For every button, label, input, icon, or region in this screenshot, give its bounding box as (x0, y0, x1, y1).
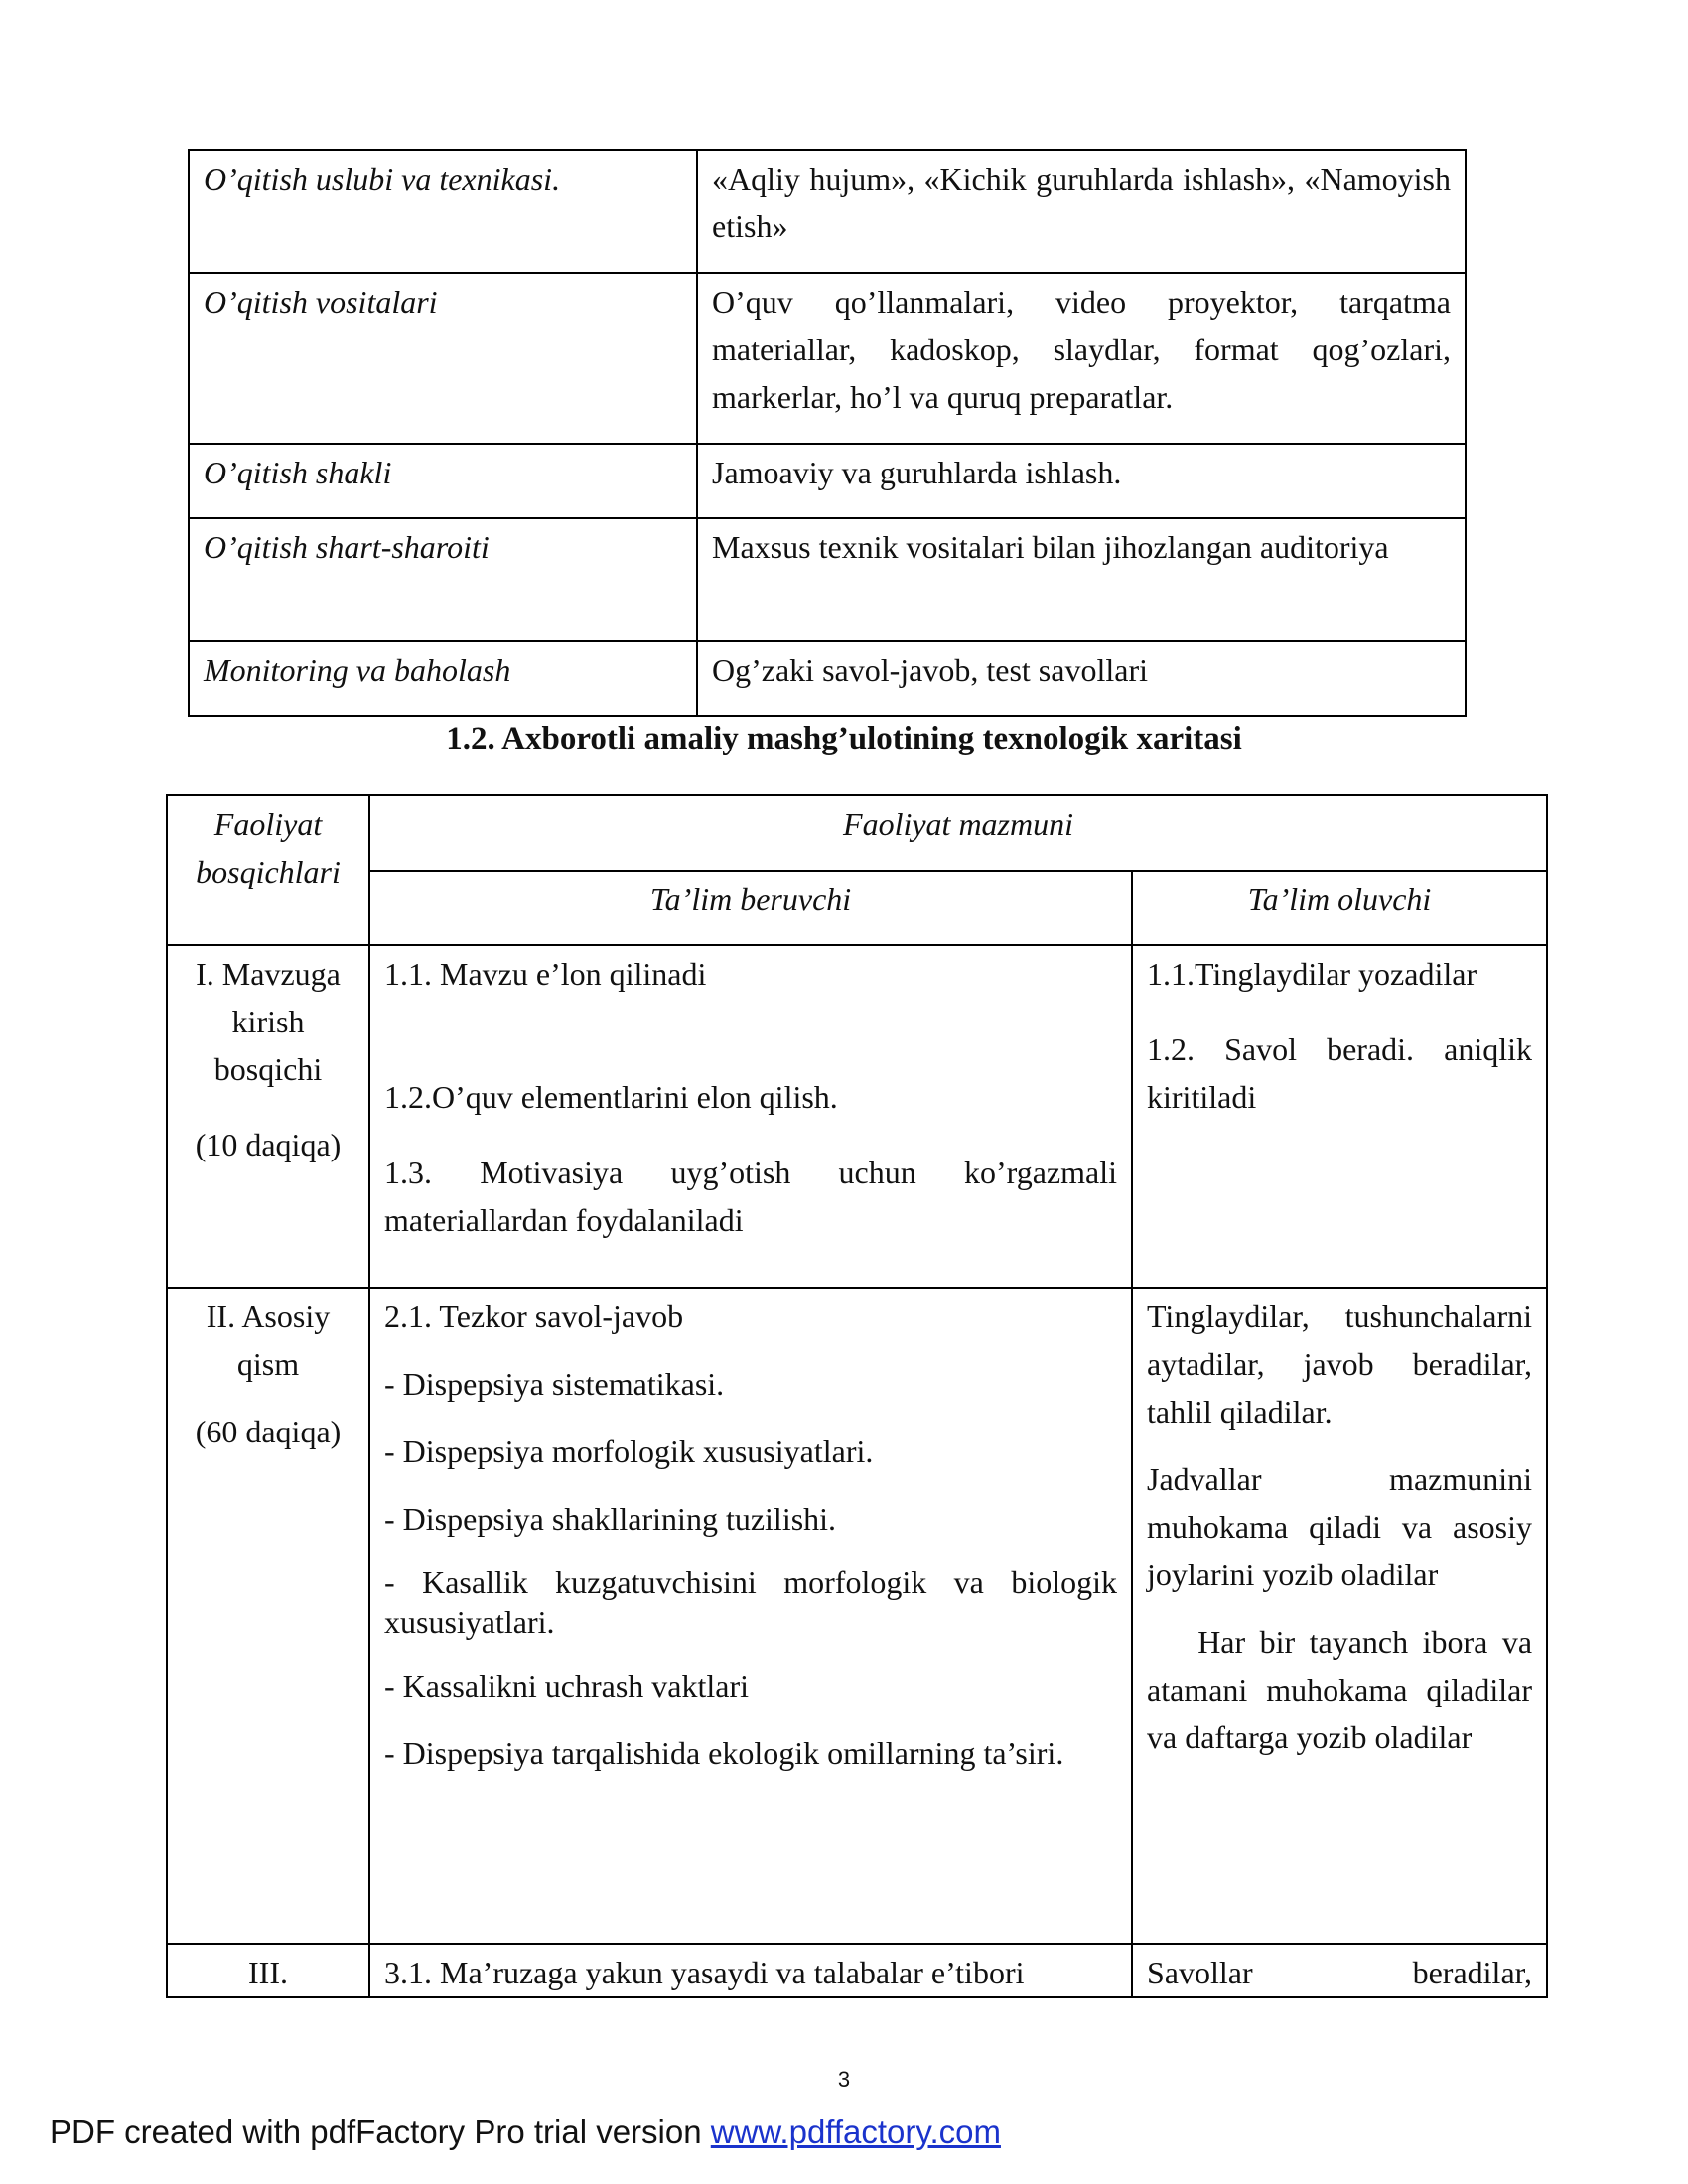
table-row (189, 150, 1466, 273)
header-stages: Faoliyat bosqichlari (167, 795, 369, 945)
list-item: Tinglaydilar, tushunchalarni aytadilar, javob beradilar, tahlil qiladilar. (1147, 1298, 1533, 1430)
student-cell (1132, 1288, 1547, 1944)
student-cell (1132, 945, 1547, 1288)
row-value: O’quv qo’llanmalari, video proyektor, tarqatma materiallar, kadoskop, slaydlar, format qog’ozlari, markerlar, ho’l va quruq preparatlar. (697, 273, 1466, 444)
table-row (167, 1944, 1547, 1997)
list-item: 1.1. Mavzu e’lon qilinadi (384, 956, 707, 992)
tech-map-table (166, 794, 1548, 1998)
header-student: Ta’lim oluvchi (1132, 871, 1547, 945)
table-row (189, 518, 1466, 641)
list-item: 2.1. Tezkor savol-javob (384, 1298, 684, 1334)
section-heading: 1.2. Axborotli amaliy mashg’ulotining texnologik xaritasi (446, 721, 1242, 756)
row-value: Og’zaki savol-javob, test savollari (697, 641, 1466, 716)
footer-link[interactable]: www.pdffactory.com (710, 2114, 1001, 2150)
list-item: 1.2. Savol beradi. aniqlik kiritiladi (1147, 1031, 1533, 1115)
pdf-footer (50, 2113, 1001, 2152)
student-text: Savollar beradilar, (1147, 1955, 1533, 1990)
list-item: 1.2.O’quv elementlarini elon qilish. (384, 1079, 838, 1115)
student-cell (1132, 1944, 1547, 1997)
stage-cell (167, 945, 369, 1288)
list-item: 1.1.Tinglaydilar yozadilar (1147, 956, 1477, 992)
row-label: O’qitish vositalari (189, 273, 697, 444)
table-row (189, 273, 1466, 444)
stage-cell (167, 1288, 369, 1944)
stage-name: I. Mavzuga kirish bosqichi (196, 956, 341, 1087)
row-label: O’qitish shart-sharoiti (189, 518, 697, 641)
list-item: - Kasallik kuzgatuvchisini morfologik va biologik xususiyatlari. (384, 1565, 1117, 1640)
table-row (167, 945, 1547, 1288)
list-item: - Kassalikni uchrash vaktlari (384, 1668, 749, 1704)
list-item: 1.3. Motivasiya uyg’otish uchun ko’rgazmali materiallardan foydalaniladi (384, 1155, 1117, 1238)
table-row (167, 1288, 1547, 1944)
header-teacher: Ta’lim beruvchi (369, 871, 1132, 945)
info-table (188, 149, 1467, 717)
row-label: O’qitish shakli (189, 444, 697, 518)
row-label: Monitoring va baholash (189, 641, 697, 716)
footer-text: PDF created with pdfFactory Pro trial version (50, 2114, 711, 2150)
header-content: Faoliyat mazmuni (369, 795, 1547, 871)
list-item: - Dispepsiya shakllarining tuzilishi. (384, 1501, 837, 1537)
stage-name: III. (167, 1944, 369, 1997)
list-item: - Dispepsiya tarqalishida ekologik omillarning ta’siri. (384, 1735, 1064, 1771)
teacher-cell: 3.1. Ma’ruzaga yakun yasaydi va talabalar e’tibori (369, 1944, 1132, 1997)
header-row (167, 871, 1547, 945)
teacher-cell (369, 945, 1132, 1288)
list-item: - Dispepsiya sistematikasi. (384, 1366, 725, 1402)
list-item: Jadvallar mazmunini muhokama qiladi va asosiy joylarini yozib oladilar (1147, 1461, 1533, 1592)
table-row (189, 444, 1466, 518)
header-row (167, 795, 1547, 871)
stage-duration: (60 daqiqa) (195, 1414, 342, 1449)
teacher-cell (369, 1288, 1132, 1944)
stage-name: II. Asosiy qism (206, 1298, 331, 1382)
table-row (189, 641, 1466, 716)
row-label: O’qitish uslubi va texnikasi. (189, 150, 697, 273)
list-item: - Dispepsiya morfologik xususiyatlari. (384, 1433, 874, 1469)
page-number: 3 (837, 2067, 851, 2092)
row-value: Jamoaviy va guruhlarda ishlash. (697, 444, 1466, 518)
row-value: Maxsus texnik vositalari bilan jihozlangan auditoriya (697, 518, 1466, 641)
list-item: Har bir tayanch ibora va atamani muhokama qiladilar va daftarga yozib oladilar (1147, 1624, 1533, 1755)
row-value: «Aqliy hujum», «Kichik guruhlarda ishlash», «Namoyish etish» (697, 150, 1466, 273)
stage-duration: (10 daqiqa) (195, 1127, 342, 1162)
